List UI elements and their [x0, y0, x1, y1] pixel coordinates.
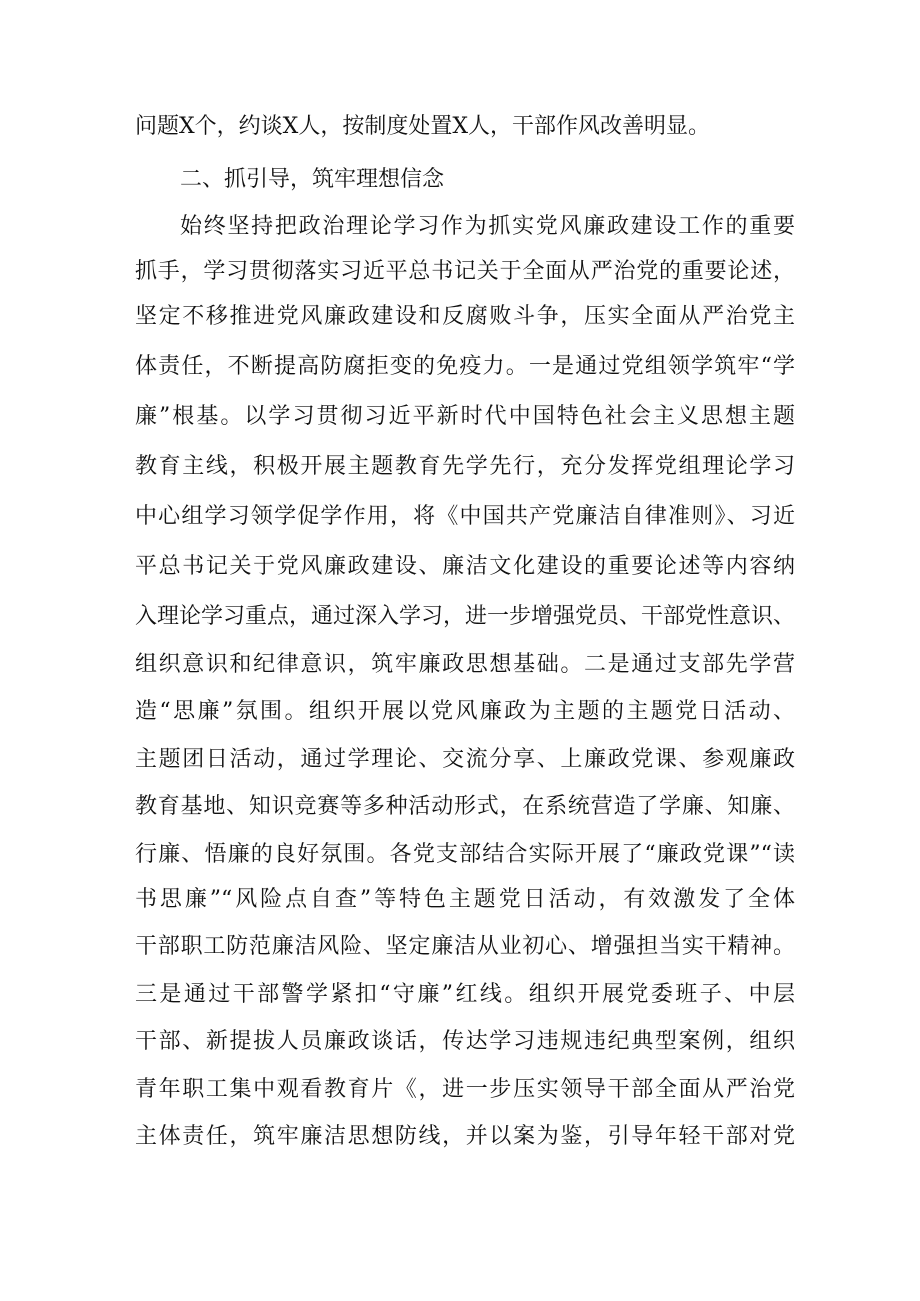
text-line: 坚定不移推进党风廉政建设和反腐败斗争，压实全面从严治党主: [135, 304, 795, 329]
text-line: 行廉、悟廉的良好氛围。各党支部结合实际开展了“廉政党课”“读: [135, 842, 795, 867]
text-line: 组织意识和纪律意识，筑牢廉政思想基础。二是通过支部先学营: [135, 652, 795, 677]
text-line: 教育基地、知识竞赛等多种活动形式，在系统营造了学廉、知廉、: [135, 794, 795, 819]
text-line: 教育主线，积极开展主题教育先学先行，充分发挥党组理论学习: [135, 454, 795, 479]
text-line: 干部职工防范廉洁风险、坚定廉洁从业初心、增强担当实干精神。: [135, 934, 795, 959]
text-line: 干部、新提拔人员廉政谈话，传达学习违规违纪典型案例，组织: [135, 1029, 795, 1054]
text-line: 平总书记关于党风廉政建设、廉洁文化建设的重要论述等内容纳: [135, 554, 795, 579]
text-line: 主题团日活动，通过学理论、交流分享、上廉政党课、参观廉政: [135, 747, 795, 772]
text-line: 中心组学习领学促学作用，将《中国共产党廉洁自律准则》、习近: [135, 504, 795, 529]
text-line: 问题X个，约谈X人，按制度处置X人，干部作风改善明显。: [135, 114, 710, 139]
text-line: 体责任，不断提高防腐拒变的免疫力。一是通过党组领学筑牢“学: [135, 354, 795, 379]
text-line: 三是通过干部警学紧扣“守廉”红线。组织开展党委班子、中层: [135, 982, 795, 1007]
text-line: 廉”根基。以学习贯彻习近平新时代中国特色社会主义思想主题: [135, 404, 795, 429]
text-line: 抓手，学习贯彻落实习近平总书记关于全面从严治党的重要论述，: [135, 259, 795, 284]
text-line: 入理论学习重点，通过深入学习，进一步增强党员、干部党性意识、: [135, 604, 796, 629]
section-heading: 二、抓引导，筑牢理想信念: [180, 167, 445, 192]
text-line: 书思廉”“风险点自查”等特色主题党日活动，有效激发了全体: [135, 887, 795, 912]
text-line: 主体责任，筑牢廉洁思想防线，并以案为鉴，引导年轻干部对党: [135, 1124, 795, 1149]
text-line: 始终坚持把政治理论学习作为抓实党风廉政建设工作的重要: [180, 214, 795, 239]
text-line: 青年职工集中观看教育片《，进一步压实领导干部全面从严治党: [135, 1077, 795, 1102]
text-line: 造“思廉”氛围。组织开展以党风廉政为主题的主题党日活动、: [135, 699, 795, 724]
